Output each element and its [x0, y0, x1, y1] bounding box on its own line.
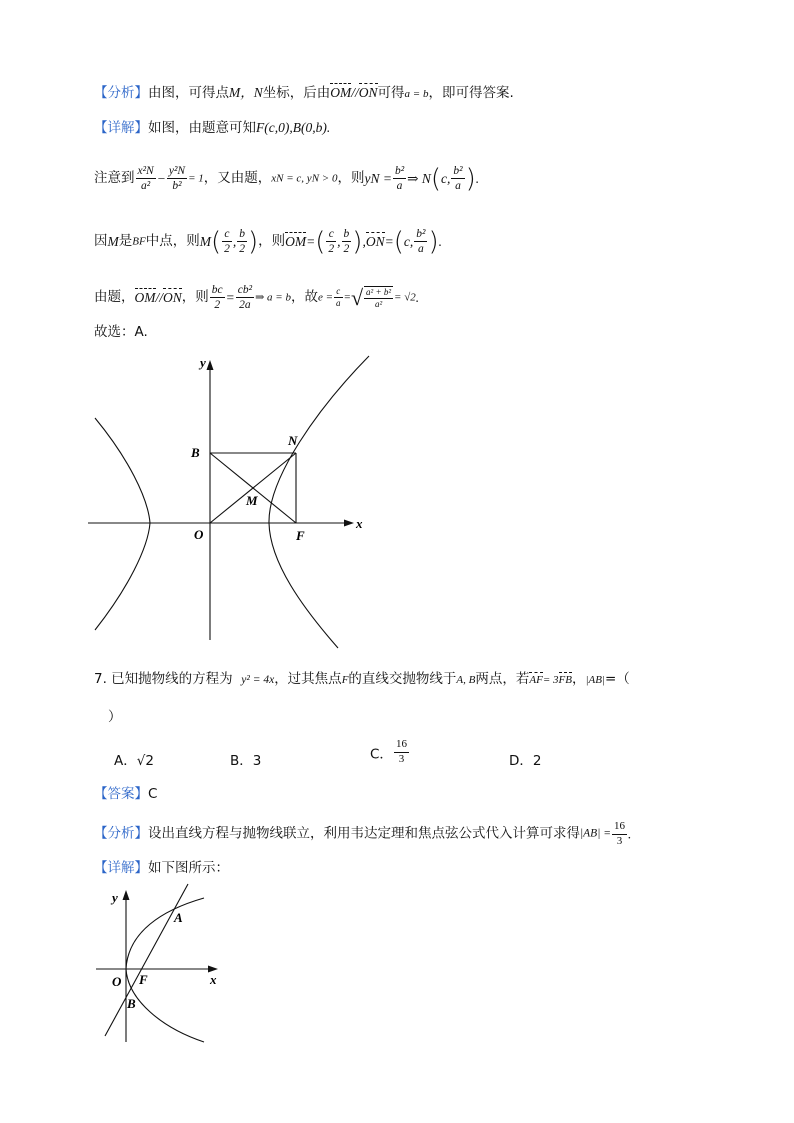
analysis-tag: 【分析】	[94, 825, 148, 842]
math: |AB|	[585, 674, 605, 686]
label-y: y	[112, 890, 118, 905]
fraction: $\frac{bc}{2}$	[211, 284, 223, 312]
label-F: F	[296, 528, 305, 543]
math: ⇒ a = b	[255, 291, 291, 304]
label-A: A	[174, 910, 183, 925]
text: 是	[118, 233, 133, 250]
label-N: N	[288, 433, 298, 448]
text: ，	[571, 671, 586, 687]
text: 由题，	[94, 289, 135, 306]
text: 可得	[377, 85, 405, 101]
text: ，故	[290, 289, 318, 306]
vector-on: ON	[365, 234, 385, 250]
fraction: $\frac{b}{2}$	[343, 228, 350, 256]
detail-tag: 【详解】	[94, 860, 148, 876]
y-axis-arrow	[123, 890, 130, 900]
text: 注意到	[94, 170, 135, 187]
math: = 1	[188, 172, 204, 185]
math: e =	[317, 291, 334, 304]
label-B: B	[191, 445, 200, 460]
label-x: x	[210, 972, 217, 987]
analysis-tag: 【分析】	[94, 85, 148, 101]
vector-om: OM	[134, 290, 156, 306]
text: ，则	[258, 233, 286, 250]
math: =	[384, 234, 394, 250]
q7-answer-line	[94, 788, 157, 802]
math: =	[225, 290, 235, 306]
label-O: O	[194, 527, 204, 542]
math: =	[343, 291, 351, 304]
q6-note-line: 注意到 $\frac{\text{x²N}}{\text{a²}}$ − $\frac{\text{y²N}}{\text{b²}}$ = 1，又由题，xN = c, yN > 0，则yN = $\frac{\text{b²}}{a}$ ⇒ N(c, $\frac{\text{b²}}{a}$ ).	[94, 163, 480, 194]
fraction: $\frac{\text{b²}}{a}$	[416, 228, 426, 256]
q7-stem-line	[94, 673, 630, 687]
vector-om: OM	[330, 85, 352, 100]
vector-on: ON	[358, 85, 378, 100]
math: A, B	[456, 674, 476, 686]
focal-chord-line	[105, 884, 188, 1036]
math: |AB| =	[580, 827, 612, 840]
math: ,	[232, 234, 237, 250]
text: 两点，若	[475, 671, 530, 687]
text: ，过其焦点	[274, 671, 342, 687]
label-x: x	[356, 516, 363, 531]
math: xN = c, yN > 0	[271, 172, 338, 185]
option-c: C． $\frac{16}{3}$	[370, 738, 407, 765]
math: F	[341, 674, 349, 686]
label-B: B	[127, 996, 136, 1011]
fraction: $\frac{b}{2}$	[239, 228, 245, 256]
q6-detail-line	[94, 121, 330, 136]
q6-analysis-line	[94, 86, 514, 101]
text: 设出直线方程与抛物线联立，利用韦达定理和焦点弦公式代入计算可求得	[148, 825, 580, 842]
fraction: $\frac{16}{3}$	[614, 820, 626, 847]
q6-conclusion-line: 由题，OM//ON，则 $\frac{bc}{2}$ = $\frac{\text{cb²}}{2a}$ ⇒ a = b，故e = $\frac{c}{a}$ =√ $\frac{\text{a² + b²}}{\text{a²}}$ = √2.	[94, 284, 420, 312]
math: .	[475, 171, 480, 187]
math: .	[438, 234, 442, 250]
math: c,	[403, 234, 414, 250]
q7-detail-line	[94, 862, 229, 876]
fraction: $\frac{\text{b²}}{a}$	[453, 165, 463, 193]
x-axis-arrow	[344, 520, 354, 527]
math: y² = 4x	[241, 674, 275, 686]
fraction: $\frac{\text{a² + b²}}{\text{a²}}$	[366, 286, 392, 309]
text: ，即可得答案.	[428, 85, 514, 101]
text: ，又由题，	[203, 170, 272, 187]
fraction: $\frac{c}{a}$	[336, 286, 341, 309]
answer-tag: 【答案】	[94, 786, 148, 802]
label-F: F	[139, 972, 148, 987]
text: 因	[94, 233, 108, 250]
fraction: $\frac{\text{y²N}}{\text{b²}}$	[168, 165, 186, 193]
math: c,	[441, 171, 451, 187]
option-a: A．√2	[114, 753, 154, 769]
hyperbola-right-branch	[269, 356, 369, 648]
text: 7. 已知抛物线的方程为	[94, 671, 233, 687]
math: F(c,0),B(0,b).	[256, 120, 331, 135]
vector-on: ON	[163, 290, 182, 306]
math: = 3	[542, 674, 559, 686]
math: ,	[362, 234, 366, 250]
math: = √2	[394, 291, 416, 304]
math: M	[107, 234, 119, 250]
vector-om: OM	[285, 234, 307, 250]
hyperbola-figure	[88, 348, 388, 650]
parabola-curve	[126, 898, 204, 1042]
math: .	[415, 290, 420, 306]
y-axis-arrow	[207, 360, 214, 370]
fraction: $\frac{c}{2}$	[224, 228, 230, 256]
text: 由图，可得点	[148, 85, 229, 101]
math: yN =	[364, 171, 392, 187]
text: ，则	[181, 289, 209, 306]
math: M，N	[229, 85, 263, 100]
fraction: $\frac{\text{b²}}{a}$	[394, 165, 405, 193]
text: ，则	[337, 170, 365, 187]
math: .	[628, 826, 632, 842]
hyperbola-left-branch	[95, 418, 150, 630]
math: //	[351, 85, 359, 100]
text: 坐标，后由	[262, 85, 331, 101]
label-O: O	[112, 974, 122, 989]
math: ⇒ N	[407, 171, 431, 187]
answer-value: C	[148, 786, 158, 802]
detail-tag: 【详解】	[94, 120, 148, 136]
math: −	[156, 171, 166, 187]
math: M	[199, 234, 211, 250]
fraction: $\frac{\text{x²N}}{\text{a²}}$	[137, 165, 154, 193]
fraction: $\frac{\text{cb²}}{2a}$	[237, 284, 253, 312]
option-b: B．3	[230, 753, 262, 769]
vector-fb: FB	[558, 674, 572, 686]
text: 的直线交抛物线于	[348, 671, 457, 687]
text: 如下图所示：	[148, 860, 229, 876]
label-M: M	[246, 493, 258, 508]
choose-line: 故选：A.	[94, 324, 148, 340]
option-d: D．2	[509, 753, 542, 769]
label-y: y	[200, 355, 206, 370]
vector-af: AF	[529, 674, 543, 686]
text: 中点，则	[145, 233, 200, 250]
text: =（	[604, 671, 630, 687]
math: //	[155, 290, 164, 306]
parabola-figure	[92, 880, 232, 1046]
q7-stem-close: ）	[108, 709, 122, 725]
q6-mid-line: 因M是BF中点，则M( $\frac{c}{2}$ , $\frac{b}{2}$ )，则OM=( $\frac{c}{2}$ , $\frac{b}{2}$ ),ON=(c, $\frac{\text{b²}}{a}$ ).	[94, 226, 442, 257]
math: BF	[132, 235, 146, 248]
text: 如图，由题意可知	[148, 120, 256, 136]
math: a = b	[404, 88, 429, 100]
fraction: $\frac{c}{2}$	[328, 228, 335, 256]
math: =	[306, 234, 316, 250]
q7-analysis-line	[94, 820, 631, 849]
